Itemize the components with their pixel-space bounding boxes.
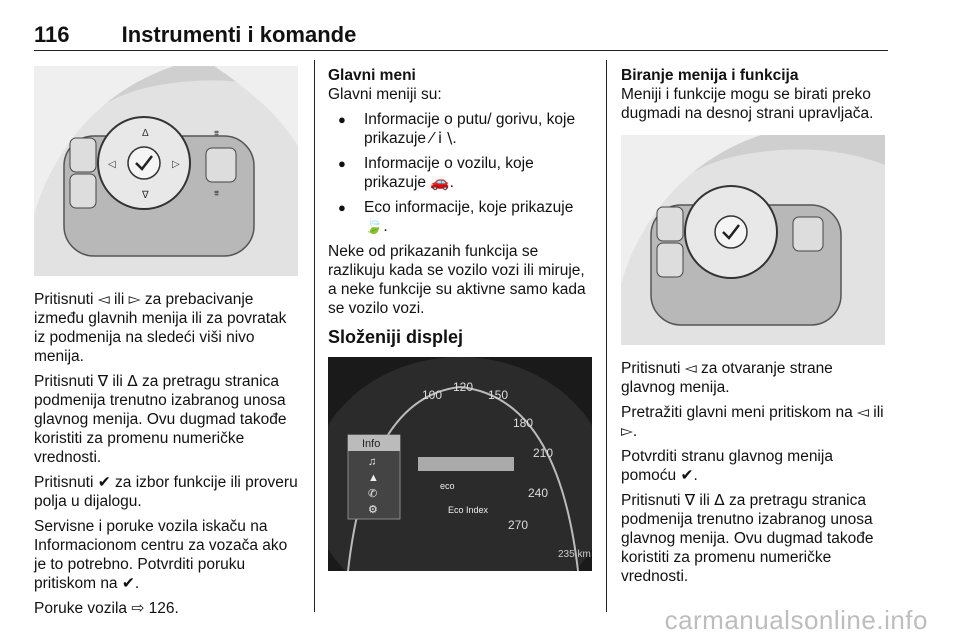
- triangle-up-icon: Δ: [714, 491, 725, 509]
- paragraph-search-submenu: Pritisnuti ∇ ili Δ za pretragu stranica podmenija trenutno izabranog unosa glavnog menija. Ovu dugmad takođe koristiti za promenu numeričke vrednosti.: [34, 372, 287, 466]
- tick-label: 100: [422, 388, 443, 402]
- eco-leaf-icon: 🍃: [364, 217, 384, 235]
- paragraph-service-messages: Servisne i poruke vozila iskaču na Informacionom centru za vozača ako je to potrebno. Potvrditi poruku pritiskom na ✔.: [34, 518, 288, 592]
- menu-item-info: Info: [362, 438, 381, 450]
- steering-wheel-controls-image: [34, 66, 298, 276]
- column-1: [34, 66, 300, 624]
- steering-wheel-right-controls-image: [621, 135, 885, 345]
- heading-select-menus: Biranje menija i funkcija: [621, 67, 799, 84]
- tick-label: 150: [488, 388, 509, 402]
- trip-fuel-icon: ⁄ i \: [430, 129, 453, 147]
- header-rule: [34, 50, 888, 51]
- arrow-reference-icon: ⇨: [131, 599, 145, 617]
- tick-label: 240: [528, 486, 549, 500]
- list-item: ● Informacije o putu/ gorivu, koje prikazuje ⁄ i \.: [328, 110, 594, 148]
- triangle-left-icon: ◅: [97, 290, 110, 308]
- paragraph-menus-right-buttons: Meniji i funkcije mogu se birati preko dugmadi na desnoj strani upravljača.: [621, 86, 874, 122]
- phone-icon: ✆: [368, 488, 378, 500]
- eco-label: eco: [440, 481, 455, 491]
- triangle-down-icon: ∇: [684, 491, 696, 509]
- page-title: Instrumenti i komande: [121, 22, 357, 47]
- heading-main-menu: Glavni meni: [328, 67, 416, 84]
- svg-text:∇: ∇: [142, 190, 149, 201]
- list-item: ● Eco informacije, koje prikazuje 🍃.: [328, 198, 594, 236]
- page-number: 116: [34, 22, 70, 47]
- svg-text:◁: ◁: [108, 159, 116, 170]
- paragraph-search-submenu-right: Pritisnuti ∇ ili Δ za pretragu stranica podmenija trenutno izabranog unosa glavnog menija. Ovu dugmad takođe koristiti za promenu numeričke vrednosti.: [621, 491, 874, 585]
- paragraph-search-main-menu: Pretražiti glavni meni pritiskom na ◅ ili ▻.: [621, 403, 884, 440]
- list-item: ● Informacije o vozilu, koje prikazuje 🚗.: [328, 154, 594, 192]
- svg-text:▷: ▷: [172, 159, 180, 170]
- triangle-right-icon: ▻: [128, 290, 141, 308]
- check-icon: ✔: [97, 473, 111, 491]
- triangle-left-icon: ◅: [857, 403, 869, 421]
- svg-text:Δ: Δ: [142, 128, 149, 139]
- triangle-down-icon: ∇: [97, 372, 109, 390]
- page-header: [34, 22, 356, 48]
- main-menu-list: [328, 110, 594, 236]
- svg-text:⩨: ⩨: [214, 128, 220, 138]
- music-icon: ♫: [368, 456, 377, 468]
- instrument-display-image: [328, 357, 592, 571]
- watermark: carmanualsonline.info: [664, 605, 928, 635]
- paragraph-vehicle-messages: Poruke vozila ⇨ 126.: [34, 599, 179, 617]
- column-2: [328, 66, 594, 571]
- car-icon: 🚗: [430, 173, 450, 191]
- paragraph-select-function: Pritisnuti ✔ za izbor funkcije ili proveru polja u dijalogu.: [34, 473, 298, 510]
- tick-label: 180: [513, 416, 534, 430]
- tick-label: 120: [453, 380, 474, 394]
- triangle-right-icon: ▻: [621, 422, 633, 440]
- intro-main-menus: Glavni meniji su:: [328, 86, 442, 103]
- gear-icon: ⚙: [368, 504, 378, 516]
- triangle-up-icon: Δ: [127, 372, 138, 390]
- paragraph-functions-differ: Neke od prikazanih funkcija se razlikuju kada se vozilo vozi ili miruje, a neke funkcije su aktivne samo kada se vozilo vozi.: [328, 243, 586, 317]
- triangle-left-icon: ◅: [684, 359, 697, 377]
- paragraph-open-main-menu: Pritisnuti ◅ za otvaranje strane glavnog menija.: [621, 359, 833, 396]
- odometer: 235 km: [558, 549, 591, 560]
- check-icon: ✔: [680, 466, 694, 484]
- navigation-icon: ▲: [368, 472, 379, 484]
- svg-text:⩨: ⩨: [214, 188, 220, 198]
- check-icon: ✔: [121, 574, 135, 592]
- tick-label: 210: [533, 446, 554, 460]
- column-divider-1: [314, 60, 315, 612]
- paragraph-switch-menus: Pritisnuti ◅ ili ▻ za prebacivanje između glavnih menija ili za povratak iz podmenija na sledeći viši nivo menija.: [34, 290, 287, 365]
- eco-index-label: Eco Index: [448, 505, 489, 515]
- paragraph-confirm-main-menu: Potvrditi stranu glavnog menija pomoću ✔.: [621, 448, 833, 484]
- tick-label: 270: [508, 518, 529, 532]
- heading-advanced-display: Složeniji displej: [328, 327, 464, 347]
- column-3: [621, 66, 889, 592]
- column-divider-2: [606, 60, 607, 612]
